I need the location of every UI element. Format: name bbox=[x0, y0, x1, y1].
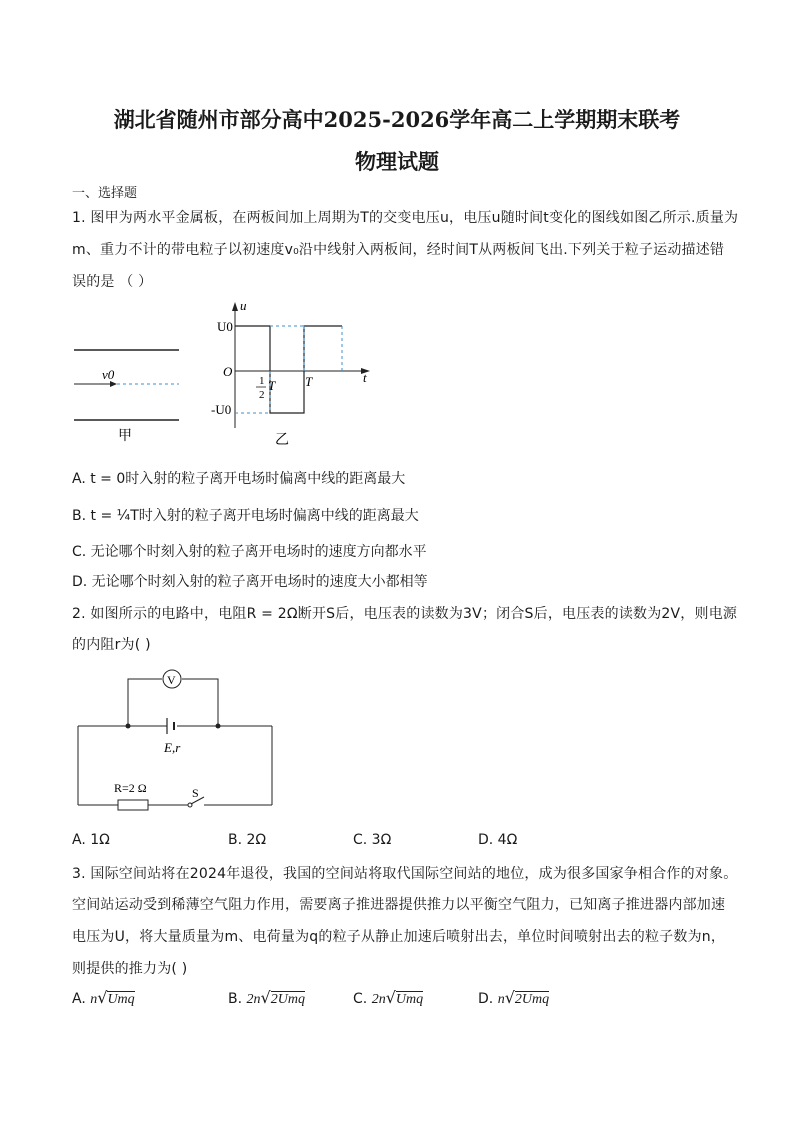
q3-text-line3: 电压为U，将大量质量为m、电荷量为q的粒子从静止加速后喷射出去，单位时间喷射出去的粒子数为n， bbox=[72, 929, 726, 945]
q2-text-line1: 2. 如图所示的电路中，电阻R = 2Ω断开S后，电压表的读数为3V；闭合S后，电压表的读数为2V，则电源 bbox=[72, 606, 738, 622]
half-t-symbol: T bbox=[268, 378, 276, 393]
voltmeter-label: V bbox=[167, 673, 176, 687]
q1-option-b: B. t = ¼T时入射的粒子离开电场时偏离中线的距离最大 bbox=[72, 508, 419, 524]
neg-u0-label: -U0 bbox=[211, 402, 232, 417]
half-t-denominator: 2 bbox=[259, 389, 265, 401]
q2-option-a: A. 1Ω bbox=[72, 832, 110, 848]
u-axis-label: u bbox=[240, 298, 247, 313]
t-period-label: T bbox=[305, 374, 313, 389]
q3-option-b: B. 2n√2Umq bbox=[228, 988, 305, 1007]
resistor-icon bbox=[118, 800, 148, 810]
q3-text-line1: 3. 国际空间站将在2024年退役，我国的空间站将取代国际空间站的地位，成为很多国家争相合作的对象。 bbox=[72, 866, 738, 882]
u0-label: U0 bbox=[217, 319, 233, 334]
q1-option-d: D. 无论哪个时刻入射的粒子离开电场时的速度大小都相等 bbox=[72, 574, 428, 590]
q2-option-b: B. 2Ω bbox=[228, 832, 267, 848]
q1-option-a: A. t = 0时入射的粒子离开电场时偏离中线的距离最大 bbox=[72, 471, 406, 487]
q1-text-line2: m、重力不计的带电粒子以初速度v₀沿中线射入两板间，经时间T从两板间飞出.下列关于粒子运动描述错 bbox=[72, 242, 725, 258]
q2-option-c: C. 3Ω bbox=[353, 832, 392, 848]
q3-text-line4: 则提供的推力为( ) bbox=[72, 961, 188, 977]
t-axis-label: t bbox=[363, 370, 367, 385]
resistor-label: R=2 Ω bbox=[114, 781, 147, 795]
q1-figure-jia bbox=[70, 340, 185, 450]
q3-option-c: C. 2n√Umq bbox=[353, 988, 424, 1007]
q1-option-c: C. 无论哪个时刻入射的粒子离开电场时的速度方向都水平 bbox=[72, 544, 427, 560]
voltage-waveform bbox=[235, 326, 342, 413]
q1-text-line1: 1. 图甲为两水平金属板，在两板间加上周期为T的交变电压u，电压u随时间t变化的图线如图乙所示.质量为 bbox=[72, 210, 739, 226]
q2-text-line2: 的内阻r为( ) bbox=[72, 637, 151, 653]
page-title: 湖北省随州市部分高中2025-2026学年高二上学期期末联考 bbox=[113, 107, 681, 132]
page-subtitle: 物理试题 bbox=[355, 149, 439, 174]
q3-option-d: D. n√2Umq bbox=[478, 988, 550, 1007]
q3-text-line2: 空间站运动受到稀薄空气阻力作用，需要离子推进器提供推力以平衡空气阻力，已知离子推进器内部加速 bbox=[72, 897, 726, 913]
q1-figure-yi bbox=[200, 298, 380, 448]
q3-option-a: A. n√Umq bbox=[72, 988, 135, 1007]
section-heading: 一、选择题 bbox=[72, 186, 138, 201]
source-label: E,r bbox=[164, 740, 181, 755]
v0-label: v0 bbox=[102, 367, 115, 382]
q1-text-line3: 误的是 （ ） bbox=[72, 274, 153, 290]
half-t-numerator: 1 bbox=[259, 375, 265, 387]
figure-caption-jia: 甲 bbox=[118, 429, 132, 444]
origin-label: O bbox=[223, 364, 233, 379]
q2-circuit-diagram bbox=[70, 664, 280, 814]
figure-caption-yi: 乙 bbox=[275, 433, 289, 448]
switch-label: S bbox=[192, 786, 199, 800]
q2-option-d: D. 4Ω bbox=[478, 832, 518, 848]
